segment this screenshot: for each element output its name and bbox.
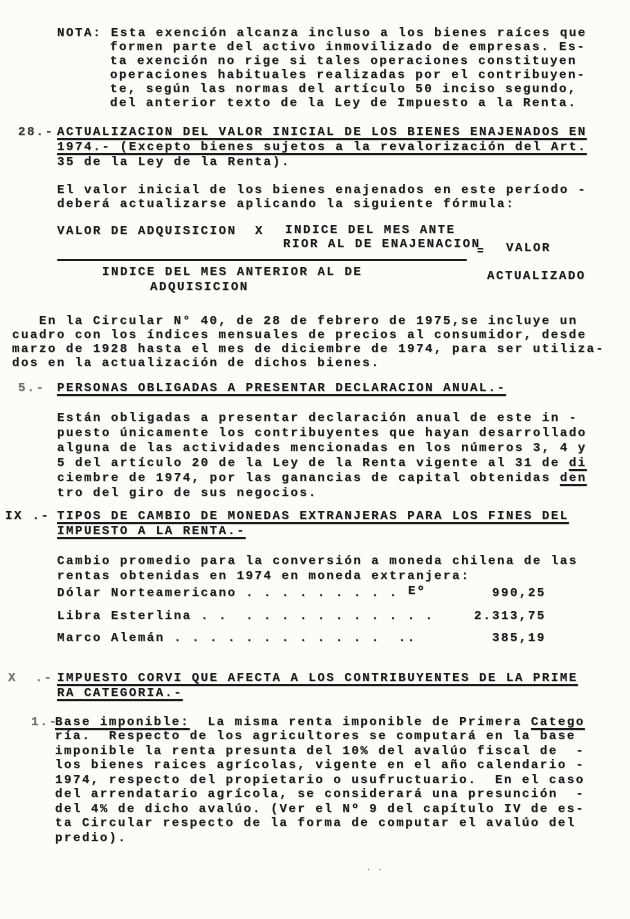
nota-line: te, según las normas del artículo 50 inciso segundo,	[110, 82, 577, 96]
scan-artifact: . .	[366, 864, 384, 873]
section-personas-heading: PERSONAS OBLIGADAS A PRESENTAR DECLARACION ANUAL.-	[57, 381, 506, 395]
paragraph-line: imponible la renta presunta del 10% del avalúo fiscal de -	[55, 744, 585, 758]
paragraph-line: alguna de las actividades mencionadas en los números 3, 4 y	[57, 441, 587, 455]
rate-label: Libra Esterlina . . . . . . . . . . . . .	[57, 609, 435, 623]
paragraph-line: cuadro con los índices mensuales de precios al consumidor, desde	[12, 328, 587, 342]
nota-line: formen parte del activo inmovilizado de empresas. Es-	[110, 40, 586, 54]
syllable-underline: di	[568, 456, 587, 470]
section-x-marker: X .-	[8, 671, 53, 685]
paragraph-line: Cambio promedio para la conversión a moneda chilena de las	[57, 554, 578, 568]
currency-symbol: Eº	[408, 584, 426, 598]
paragraph-line: ta Circular respecto de la forma de computar el avalúo del	[55, 816, 576, 830]
formula-times-sign: X	[255, 224, 264, 238]
section-28-marker: 28.-	[18, 125, 54, 139]
section-28-heading-line: ACTUALIZACION DEL VALOR INICIAL DE LOS BIENES ENAJENADOS EN	[57, 125, 587, 139]
formula-fraction-bar	[57, 259, 467, 261]
paragraph-line: marzo de 1928 hasta el mes de diciembre de 1974, para ser utiliza-	[12, 342, 605, 356]
rate-label: Dólar Norteamericano . . . . . . . . .	[57, 586, 399, 600]
paragraph-line: ría. Respecto de los agricultores se computará en la base	[55, 729, 576, 743]
section-28-heading-line: 1974.- (Excepto bienes sujetos a la revalorización del Art.	[57, 140, 587, 154]
syllable-underline: Catego	[530, 715, 585, 729]
nota-line: del anterior texto de la Ley de Impuesto a la Renta.	[110, 96, 577, 110]
paragraph-line: 5 del artículo 20 de la Ley de la Renta vigente al 31 de di	[57, 456, 587, 470]
paragraph-line: dos en la actualización de dichos bienes.	[12, 356, 381, 370]
paragraph-line: deberá actualizarse aplicando la siguiente fórmula:	[57, 197, 515, 211]
subsection-1-marker: 1.-	[31, 715, 58, 729]
rate-label: Marco Alemán . . . . . . . . . . . . ..	[57, 631, 417, 645]
paragraph-line: En la Circular N° 40, de 28 de febrero de 1975,se incluye un	[12, 314, 578, 328]
paragraph-line: El valor inicial de los bienes enajenados en este período -	[57, 183, 587, 197]
formula-denominator-line: ADQUISICION	[150, 280, 249, 294]
section-ix-heading-line: TIPOS DE CAMBIO DE MONEDAS EXTRANJERAS PARA LOS FINES DEL	[57, 509, 569, 523]
paragraph-line: los bienes raices agrícolas, vigente en el año calendario -	[55, 758, 585, 772]
nota-line: ta exención no rige si tales operaciones constituyen	[110, 54, 577, 68]
rate-value: 2.313,75	[474, 609, 546, 623]
base-imponible-label: Base imponible:	[55, 715, 190, 729]
nota-line: NOTA: Esta exención alcanza incluso a los bienes raíces que	[57, 26, 587, 40]
formula-result-line: VALOR	[506, 241, 551, 255]
formula-numerator-line: RIOR AL DE ENAJENACION	[283, 237, 481, 251]
section-x-heading-line: RA CATEGORIA.-	[57, 686, 183, 700]
paragraph-line: ciembre de 1974, por las ganancias de capital obtenidas den	[57, 471, 587, 485]
section-28-heading-line: 35 de la Ley de la Renta).	[57, 155, 291, 169]
formula-factor: VALOR DE ADQUISICION	[57, 224, 237, 238]
paragraph-line: tro del giro de sus negocios.	[57, 486, 318, 500]
paragraph-line: del 4% de dicho avalúo. (Ver el Nº 9 del capítulo IV de es-	[55, 802, 585, 816]
section-x-heading-line: IMPUESTO CORVI QUE AFECTA A LOS CONTRIBUYENTES DE LA PRIME	[57, 671, 578, 685]
paragraph-line: puesto únicamente los contribuyentes que hayan desarrollado	[57, 426, 587, 440]
formula-equals-sign: =	[477, 246, 484, 258]
paragraph-line: predio).	[55, 831, 127, 845]
formula-result-line: ACTUALIZADO	[487, 269, 586, 283]
nota-line: operaciones habituales realizadas por el contribuyen-	[110, 68, 586, 82]
section-personas-marker: 5.-	[18, 381, 45, 395]
paragraph-line: del arrendatario agrícola, se considerará una presunción -	[55, 787, 585, 801]
paragraph-line: Base imponible: La misma renta imponible de Primera Catego	[55, 715, 585, 729]
paragraph-line: Están obligadas a presentar declaración anual de este in -	[57, 411, 578, 425]
paragraph-line: rentas obtenidas en 1974 en moneda extranjera:	[57, 569, 471, 583]
formula-denominator-line: INDICE DEL MES ANTERIOR AL DE	[102, 265, 363, 279]
section-ix-marker: IX .-	[5, 509, 50, 523]
rate-value: 385,19	[492, 631, 546, 645]
paragraph-line: 1974, respecto del propietario o usufructuario. En el caso	[55, 773, 585, 787]
syllable-underline: den	[559, 471, 587, 485]
section-ix-heading-line: IMPUESTO A LA RENTA.-	[57, 524, 246, 538]
rate-value: 990,25	[492, 586, 546, 600]
formula-numerator-line: INDICE DEL MES ANTE	[285, 223, 456, 237]
